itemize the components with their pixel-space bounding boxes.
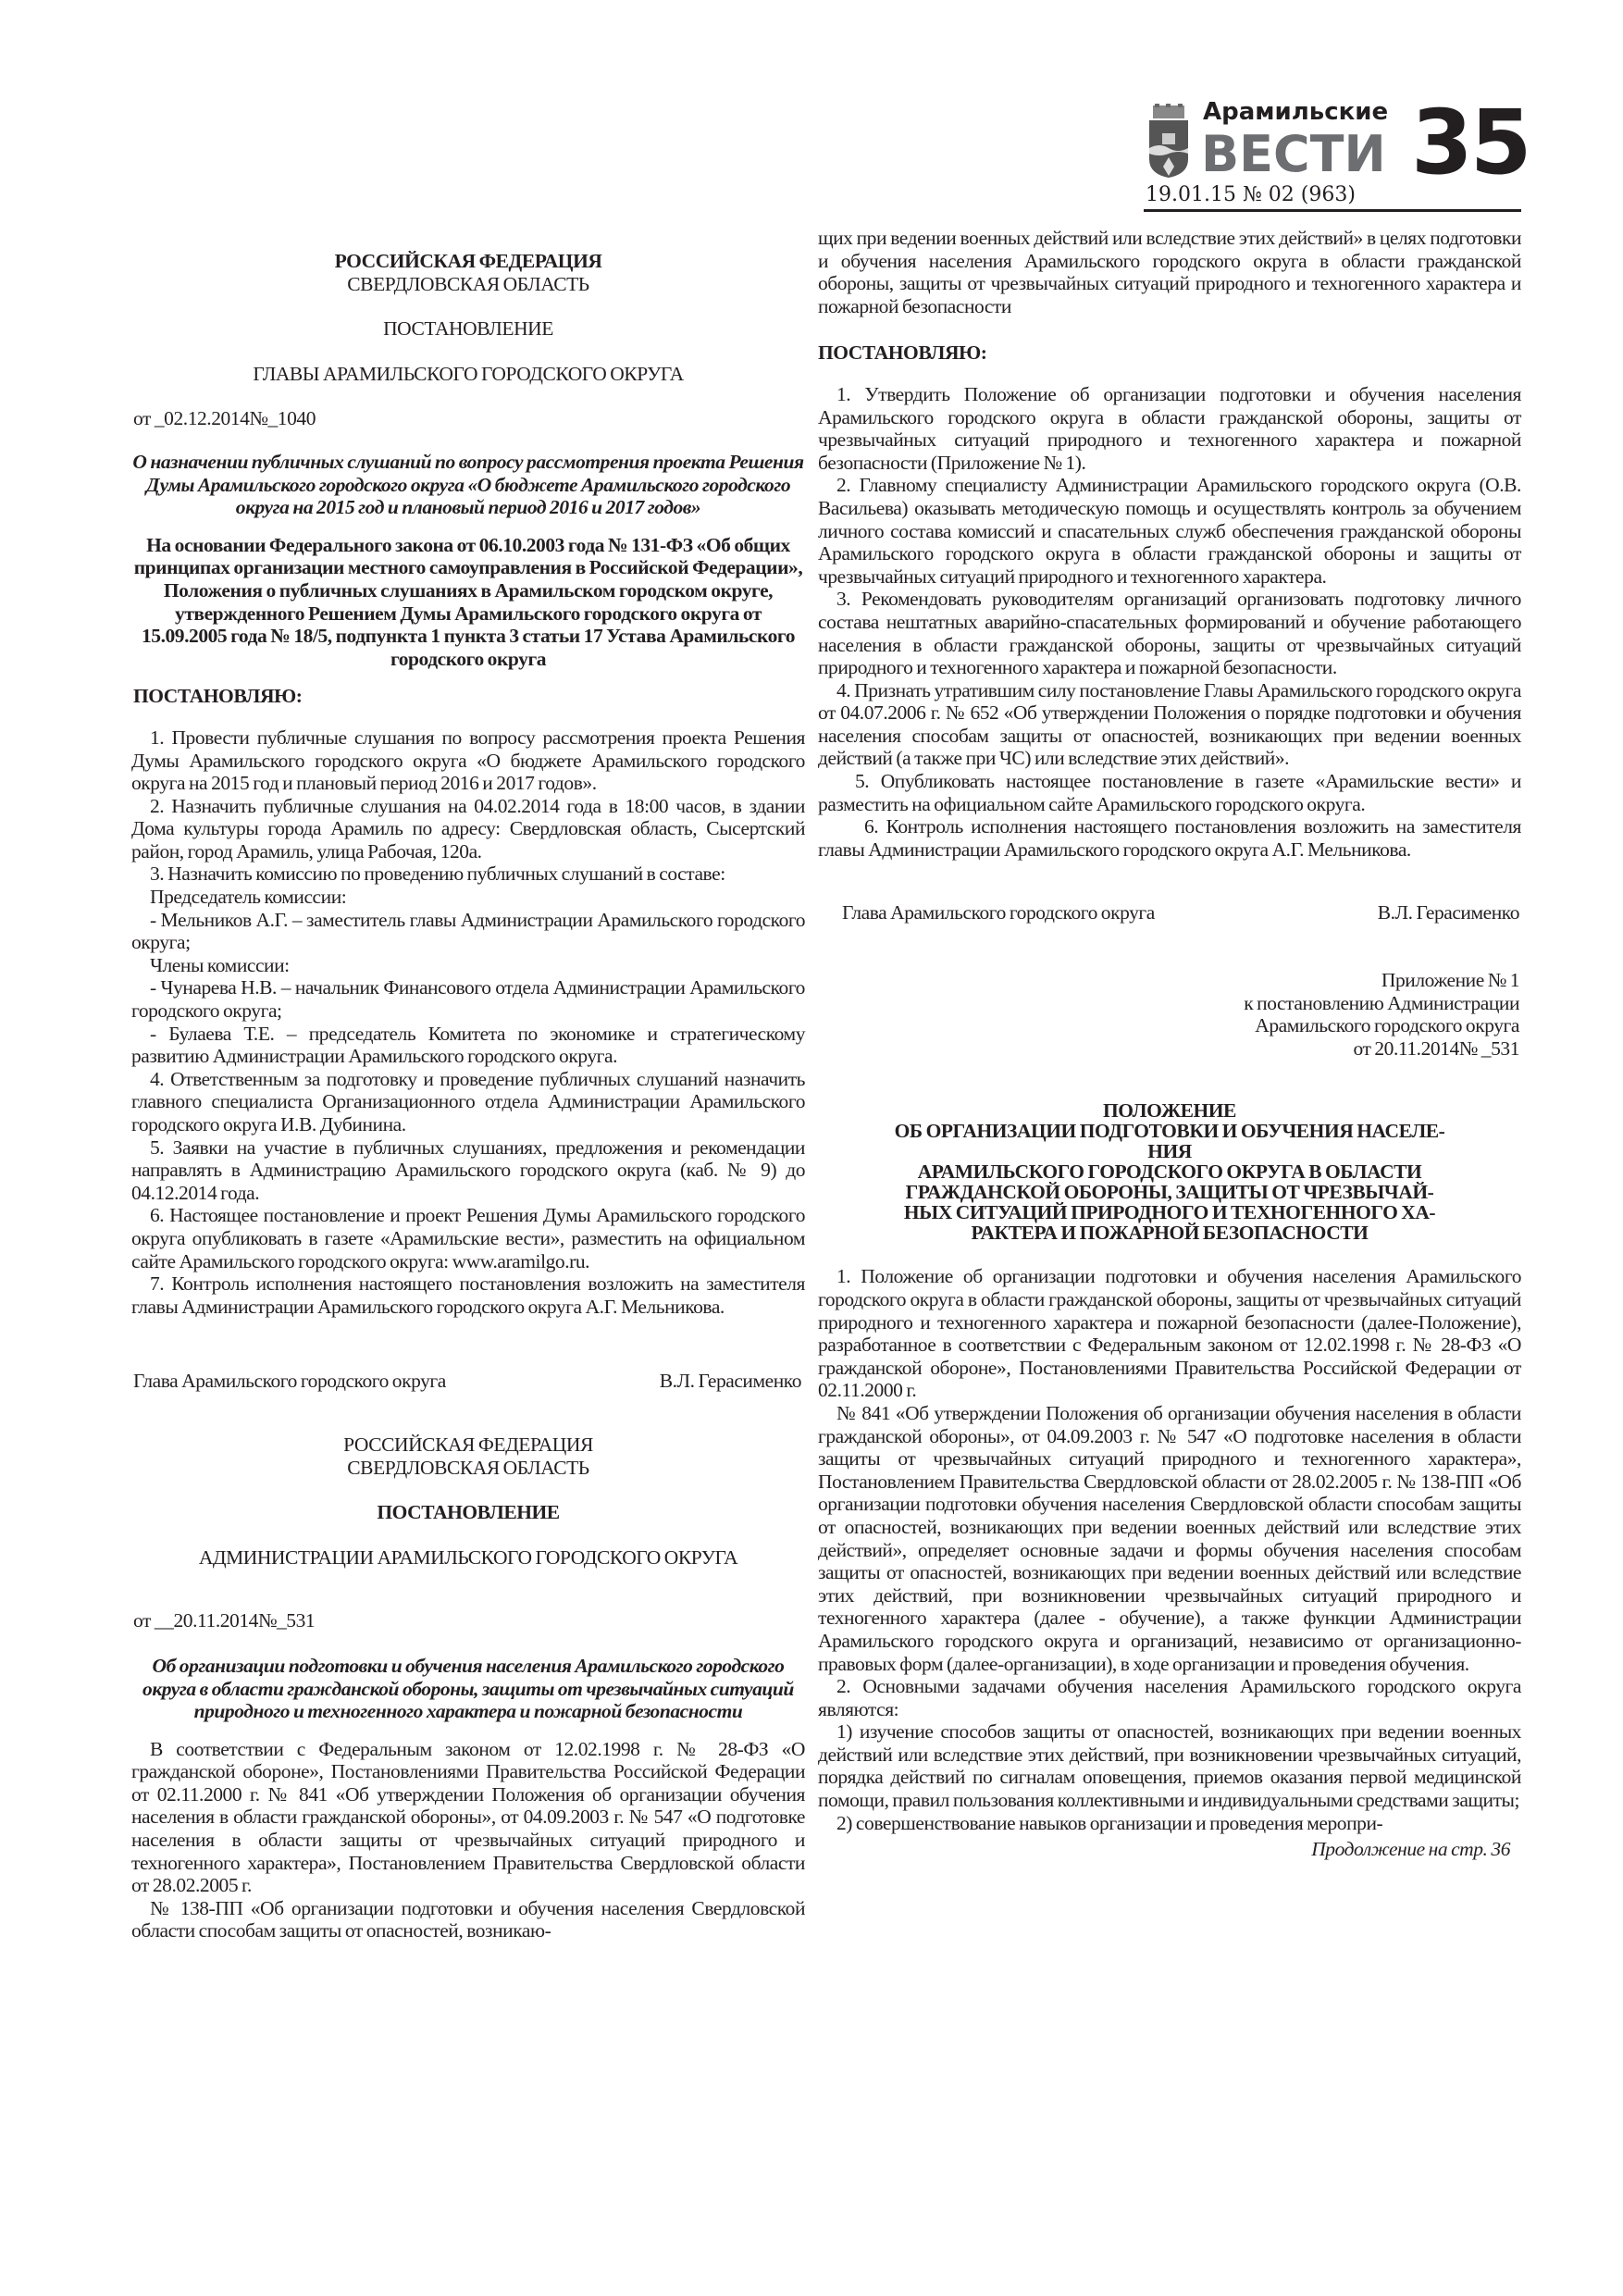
doc2-resolve: ПОСТАНОВЛЯЮ: [818, 341, 987, 365]
doc1-items [131, 726, 805, 1318]
right-column [818, 227, 1521, 1861]
doc2-intro-paragraph: № 138-ПП «Об организации подготовки и обучения населения Свердловской области способам защиты от опасностей, возникаю- [131, 1896, 805, 1942]
regulation-paragraph: 2) совершенствование навыков организации и проведения меропри- [836, 1811, 1383, 1834]
regulation-title-line: ОБ ОРГАНИЗАЦИИ ПОДГОТОВКИ И ОБУЧЕНИЯ НАСЕЛЕ- [894, 1120, 1445, 1143]
doc1-heading [131, 250, 805, 295]
appendix-line: к постановлению Администрации [1244, 991, 1519, 1014]
appendix-note [818, 969, 1521, 1060]
doc2-region: СВЕРДЛОВСКАЯ ОБЛАСТЬ [347, 1456, 589, 1479]
signatory-position: Глава Арамильского городского округа [133, 1370, 446, 1393]
doc2-intro [131, 1738, 805, 1942]
doc2-country: РОССИЙСКАЯ ФЕДЕРАЦИЯ [343, 1433, 593, 1456]
doc1-item: 7. Контроль исполнения настоящего постановления возложить на заместителя главы Администрации Арамильского городского округа А.Г. Мельникова. [131, 1272, 805, 1318]
regulation-title-line: НИЯ [1147, 1140, 1192, 1163]
regulation-paragraph: 1. Положение об организации подготовки и обучения населения Арамильского городского округа в области гражданской обороны, защиты от чрезвычайных ситуаций природного и техногенного характера и пожарной безопасности (далее-Положение), разработанное в соответствии с Федеральным законом от 12.02.1998 г. № 28-ФЗ «О гражданской обороне», Постановлениями Правительства Российской Федерации от 02.11.2000 г. [818, 1265, 1521, 1402]
regulation-title-line: ГРАЖДАНСКОЙ ОБОРОНЫ, ЗАЩИТЫ ОТ ЧРЕЗВЫЧАЙ- [905, 1181, 1434, 1204]
regulation-title-line: ПОЛОЖЕНИЕ [1103, 1099, 1236, 1123]
doc2-heading [131, 1433, 805, 1479]
continued-on-page[interactable]: Продолжение на стр. 36 [1311, 1838, 1510, 1861]
doc1-item: - Мельников А.Г. – заместитель главы Администрации Арамильского городского округа; [131, 908, 805, 954]
doc1-country: РОССИЙСКАЯ ФЕДЕРАЦИЯ [334, 250, 602, 272]
doc1-item: Члены комиссии: [150, 953, 290, 976]
signatory-position: Глава Арамильского городского округа [842, 901, 1155, 925]
doc1-region: СВЕРДЛОВСКАЯ ОБЛАСТЬ [347, 272, 589, 295]
doc1-signature [131, 1370, 805, 1393]
doc2-type: ПОСТАНОВЛЕНИЕ [377, 1501, 560, 1524]
doc2-item: 5. Опубликовать настоящее постановление в газете «Арамильские вести» и разместить на официальном сайте Арамильского городского округа. [818, 770, 1521, 815]
doc2-item: 4. Признать утратившим силу постановление Главы Арамильского городского округа от 04.07.2006 г. № 652 «Об утверждении Положения о порядке подготовки и обучения населения способам защиты от опасностей, возникающих при ведении военных действий (а также при ЧС) или вследствие этих действий». [818, 678, 1522, 770]
doc2-item: 1. Утвердить Положение об организации подготовки и обучения населения Арамильского городского округа в области гражданской обороны, защиты от чрезвычайных ситуаций природного и техногенного характера и пожарной безопасности (Приложение № 1). [818, 382, 1521, 474]
regulation-paragraph: 1) изучение способов защиты от опасностей, возникающих при ведении военных действий или вследствие этих действий, при возникновении чрезвычайных ситуаций, порядка действий по сигналам оповещения, приемов оказания первой медицинской помощи, правил пользования коллективными и индивидуальными средствами защиты; [818, 1720, 1521, 1812]
doc1-item: 5. Заявки на участие в публичных слушаниях, предложения и рекомендации направлять в Администрацию Арамильского городского округа (каб. № 9) до 04.12.2014 года. [131, 1136, 805, 1204]
coat-of-arms-logo [1146, 104, 1192, 180]
doc2-issuer: АДМИНИСТРАЦИИ АРАМИЛЬСКОГО ГОРОДСКОГО ОКРУГА [198, 1545, 738, 1569]
doc1-item: - Чунарева Н.В. – начальник Финансового отдела Администрации Арамильского городского округа; [131, 976, 805, 1023]
left-column [131, 250, 805, 1942]
regulation-title-line: АРАМИЛЬСКОГО ГОРОДСКОГО ОКРУГА В ОБЛАСТИ [917, 1160, 1422, 1184]
doc2-intro-paragraph: В соответствии с Федеральным законом от 12.02.1998 г. № 28-ФЗ «О гражданской обороне», Постановлениями Правительства Российской Федерации от 02.11.2000 г. № 841 «Об утверждении Положения об организации обучения населения в области гражданской обороны», от 04.09.2003 г. № 547 «О подготовке населения в области защиты от чрезвычайных ситуаций природного и техногенного характера», Постановлением Правительства Свердловской области от 28.02.2005 г. [131, 1737, 805, 1897]
page-number: 35 [1411, 91, 1530, 194]
appendix-line: Арамильского городского округа [1255, 1014, 1519, 1037]
regulation-title-line: РАКТЕРА И ПОЖАРНОЙ БЕЗОПАСНОСТИ [971, 1222, 1369, 1245]
appendix-line: Приложение № 1 [1381, 969, 1519, 992]
regulation-paragraph: 2. Основными задачами обучения населения Арамильского городского округа являются: [818, 1675, 1521, 1720]
signatory-name: В.Л. Герасименко [659, 1370, 801, 1393]
doc1-type: ПОСТАНОВЛЕНИЕ [383, 317, 553, 341]
doc2-items [818, 383, 1521, 861]
doc2-item: 6. Контроль исполнения настоящего постановления возложить на заместителя главы Администрации Арамильского городского округа А.Г. Мельникова. [818, 815, 1521, 861]
header-rule [1144, 209, 1521, 212]
newspaper-name-main: ВЕСТИ [1201, 125, 1386, 183]
doc1-issuer: ГЛАВЫ АРАМИЛЬСКОГО ГОРОДСКОГО ОКРУГА [253, 362, 684, 385]
newspaper-name-top: Арамильские [1203, 98, 1389, 126]
doc1-date-number: от _02.12.2014№_1040 [133, 407, 316, 430]
doc2-continuation: щих при ведении военных действий или вследствие этих действий» в целях подготовки и обучения населения Арамильского городского округа в области гражданской обороны, защиты от чрезвычайных ситуаций природного и техногенного характера и пожарной безопасности [818, 227, 1521, 317]
regulation-paragraph: № 841 «Об утверждении Положения об организации обучения населения в области гражданской обороны», от 04.09.2003 г. № 547 «О подготовке населения в области защиты от чрезвычайных ситуаций природного и техногенного характера», Постановлением Правительства Свердловской области от 28.02.2005 г. № 138-ПП «Об организации подготовки обучения населения Свердловской области способам защиты от опасностей, возникающих при ведении военных действий или вследствие этих действий», определяет основные задачи и формы обучения населения способам защиты от опасностей, возникающих при ведении военных действий или вследствие этих действий, при возникновении чрезвычайных ситуаций природного и техногенного характера (далее - обучение), а также функции Администрации Арамильского городского округа и организаций, независимо от организационно-правовых форм (далее-организации), в ходе организации и проведения обучения. [818, 1401, 1521, 1675]
regulation-body [818, 1265, 1521, 1834]
doc1-item: - Булаева Т.Е. – председатель Комитета по экономике и стратегическому развитию Администрации Арамильского городского округа. [131, 1022, 805, 1068]
doc1-resolve: ПОСТАНОВЛЯЮ: [133, 685, 303, 708]
issue-date-number: 19.01.15 № 02 (963) [1146, 183, 1356, 206]
doc2-item: 3. Рекомендовать руководителям организаций организовать подготовку личного состава нештатных аварийно-спасательных формирований и обучение работающего населения в области гражданской обороны, защиты от чрезвычайных ситуаций природного и техногенного характера и пожарной безопасности. [818, 588, 1521, 679]
doc1-item: 2. Назначить публичные слушания на 04.02.2014 года в 18:00 часов, в здании Дома культуры города Арамиль по адресу: Свердловская область, Сысертский район, город Арамиль, улица Рабочая, 120а. [131, 794, 805, 863]
doc1-item: 3. Назначить комиссию по проведению публичных слушаний в составе: [150, 863, 725, 886]
doc2-signature [818, 901, 1521, 925]
regulation-title-line: НЫХ СИТУАЦИЙ ПРИРОДНОГО И ТЕХНОГЕННОГО ХА- [903, 1201, 1436, 1224]
doc1-item: 6. Настоящее постановление и проект Решения Думы Арамильского городского округа опубликовать в газете «Арамильские вести», разместить на официальном сайте Арамильского городского округа: www.aramilgo.ru. [131, 1204, 805, 1272]
doc1-item: 4. Ответственным за подготовку и проведение публичных слушаний назначить главного специалиста Организационного отдела Администрации Арамильского городского округа И.В. Дубинина. [131, 1067, 805, 1136]
appendix-line: от 20.11.2014№ _531 [1353, 1036, 1519, 1060]
doc2-item: 2. Главному специалисту Администрации Арамильского городского округа (О.В. Васильева) оказывать методическую помощь и осуществлять контроль за обучением личного состава комиссий и спасательных служб обеспечения гражданской обороны Арамильского городского округа в области гражданской обороны и защиты от чрезвычайных ситуаций природного и техногенного характера. [818, 474, 1521, 588]
doc2-date-number: от __20.11.2014№_531 [133, 1609, 316, 1632]
doc1-basis: На основании Федерального закона от 06.10.2003 года № 131-ФЗ «Об общих принципах организации местного самоуправления в Российской Федерации», Положения о публичных слушаниях в Арамильском городском округе, утвержденного Решением Думы Арамильского городского округа от 15.09.2005 года № 18/5, подпункта 1 пункта 3 статьи 17 Устава Арамильского городского округа [133, 533, 803, 670]
regulation-title [818, 1100, 1521, 1243]
signatory-name: В.Л. Герасименко [1377, 901, 1519, 925]
doc2-title: Об организации подготовки и обучения населения Арамильского городского округа в области гражданской обороны, защиты от чрезвычайных ситуаций природного и техногенного характера и пожарной безопасности [142, 1654, 794, 1723]
doc1-title: О назначении публичных слушаний по вопросу рассмотрения проекта Решения Думы Арамильского городского округа «О бюджете Арамильского городского округа на 2015 год и плановый период 2016 и 2017 годов» [132, 450, 804, 519]
doc1-item: Председатель комиссии: [150, 886, 347, 909]
doc1-item: 1. Провести публичные слушания по вопросу рассмотрения проекта Решения Думы Арамильского городского округа «О бюджете Арамильского городского округа на 2015 год и плановый период 2016 и 2017 годов». [131, 726, 805, 795]
